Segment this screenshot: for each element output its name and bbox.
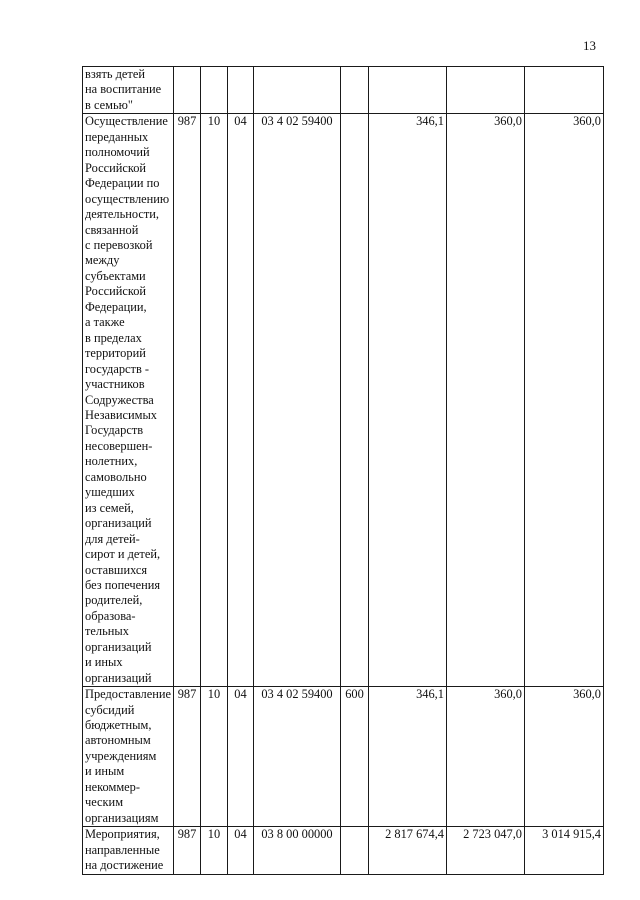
amount-year1-cell: 346,1	[368, 687, 446, 827]
amount-year1-cell	[368, 67, 446, 114]
amount-year3-cell: 360,0	[524, 114, 603, 687]
row-name-cell: Предоставление субсидий бюджетным, автономным учреждениям и иным некоммер- ческим организациям	[83, 687, 174, 827]
amount-year1-cell: 2 817 674,4	[368, 827, 446, 875]
section-cell: 10	[200, 114, 227, 687]
table-row	[83, 687, 604, 827]
amount-year2-cell: 360,0	[446, 687, 524, 827]
amount-year3-cell	[524, 67, 603, 114]
row-name-cell: взять детей на воспитание в семью"	[83, 67, 174, 114]
page-number: 13	[583, 38, 596, 53]
row-name-cell: Мероприятия, направленные на достижение	[83, 827, 174, 875]
budget-table	[82, 66, 604, 875]
target-article-cell	[253, 67, 340, 114]
grbs-cell: 987	[173, 827, 200, 875]
amount-year1-cell: 346,1	[368, 114, 446, 687]
grbs-cell: 987	[173, 687, 200, 827]
subsection-cell	[227, 67, 253, 114]
grbs-cell	[173, 67, 200, 114]
section-cell: 10	[200, 827, 227, 875]
amount-year2-cell: 2 723 047,0	[446, 827, 524, 875]
target-article-cell: 03 4 02 59400	[253, 114, 340, 687]
subsection-cell: 04	[227, 827, 253, 875]
row-name-cell: Осуществление переданных полномочий Российской Федерации по осуществлению деятельности, связанной с перевозкой между субъектами Российской Федерации, а также в пределах территорий государств - участников Содружества Независимых Государств несовершен- нолетних, самовольно ушедших из семей, организаций для детей- сирот и детей, оставшихся без попечения родителей, образова- тельных организаций и иных организаций	[83, 114, 174, 687]
target-article-cell: 03 8 00 00000	[253, 827, 340, 875]
table-row	[83, 114, 604, 687]
subsection-cell: 04	[227, 687, 253, 827]
grbs-cell: 987	[173, 114, 200, 687]
table-row	[83, 827, 604, 875]
target-article-cell: 03 4 02 59400	[253, 687, 340, 827]
amount-year2-cell	[446, 67, 524, 114]
amount-year2-cell: 360,0	[446, 114, 524, 687]
expense-type-cell	[340, 67, 368, 114]
amount-year3-cell: 360,0	[524, 687, 603, 827]
expense-type-cell	[340, 827, 368, 875]
section-cell: 10	[200, 687, 227, 827]
table-row	[83, 67, 604, 114]
expense-type-cell: 600	[340, 687, 368, 827]
expense-type-cell	[340, 114, 368, 687]
section-cell	[200, 67, 227, 114]
subsection-cell: 04	[227, 114, 253, 687]
amount-year3-cell: 3 014 915,4	[524, 827, 603, 875]
